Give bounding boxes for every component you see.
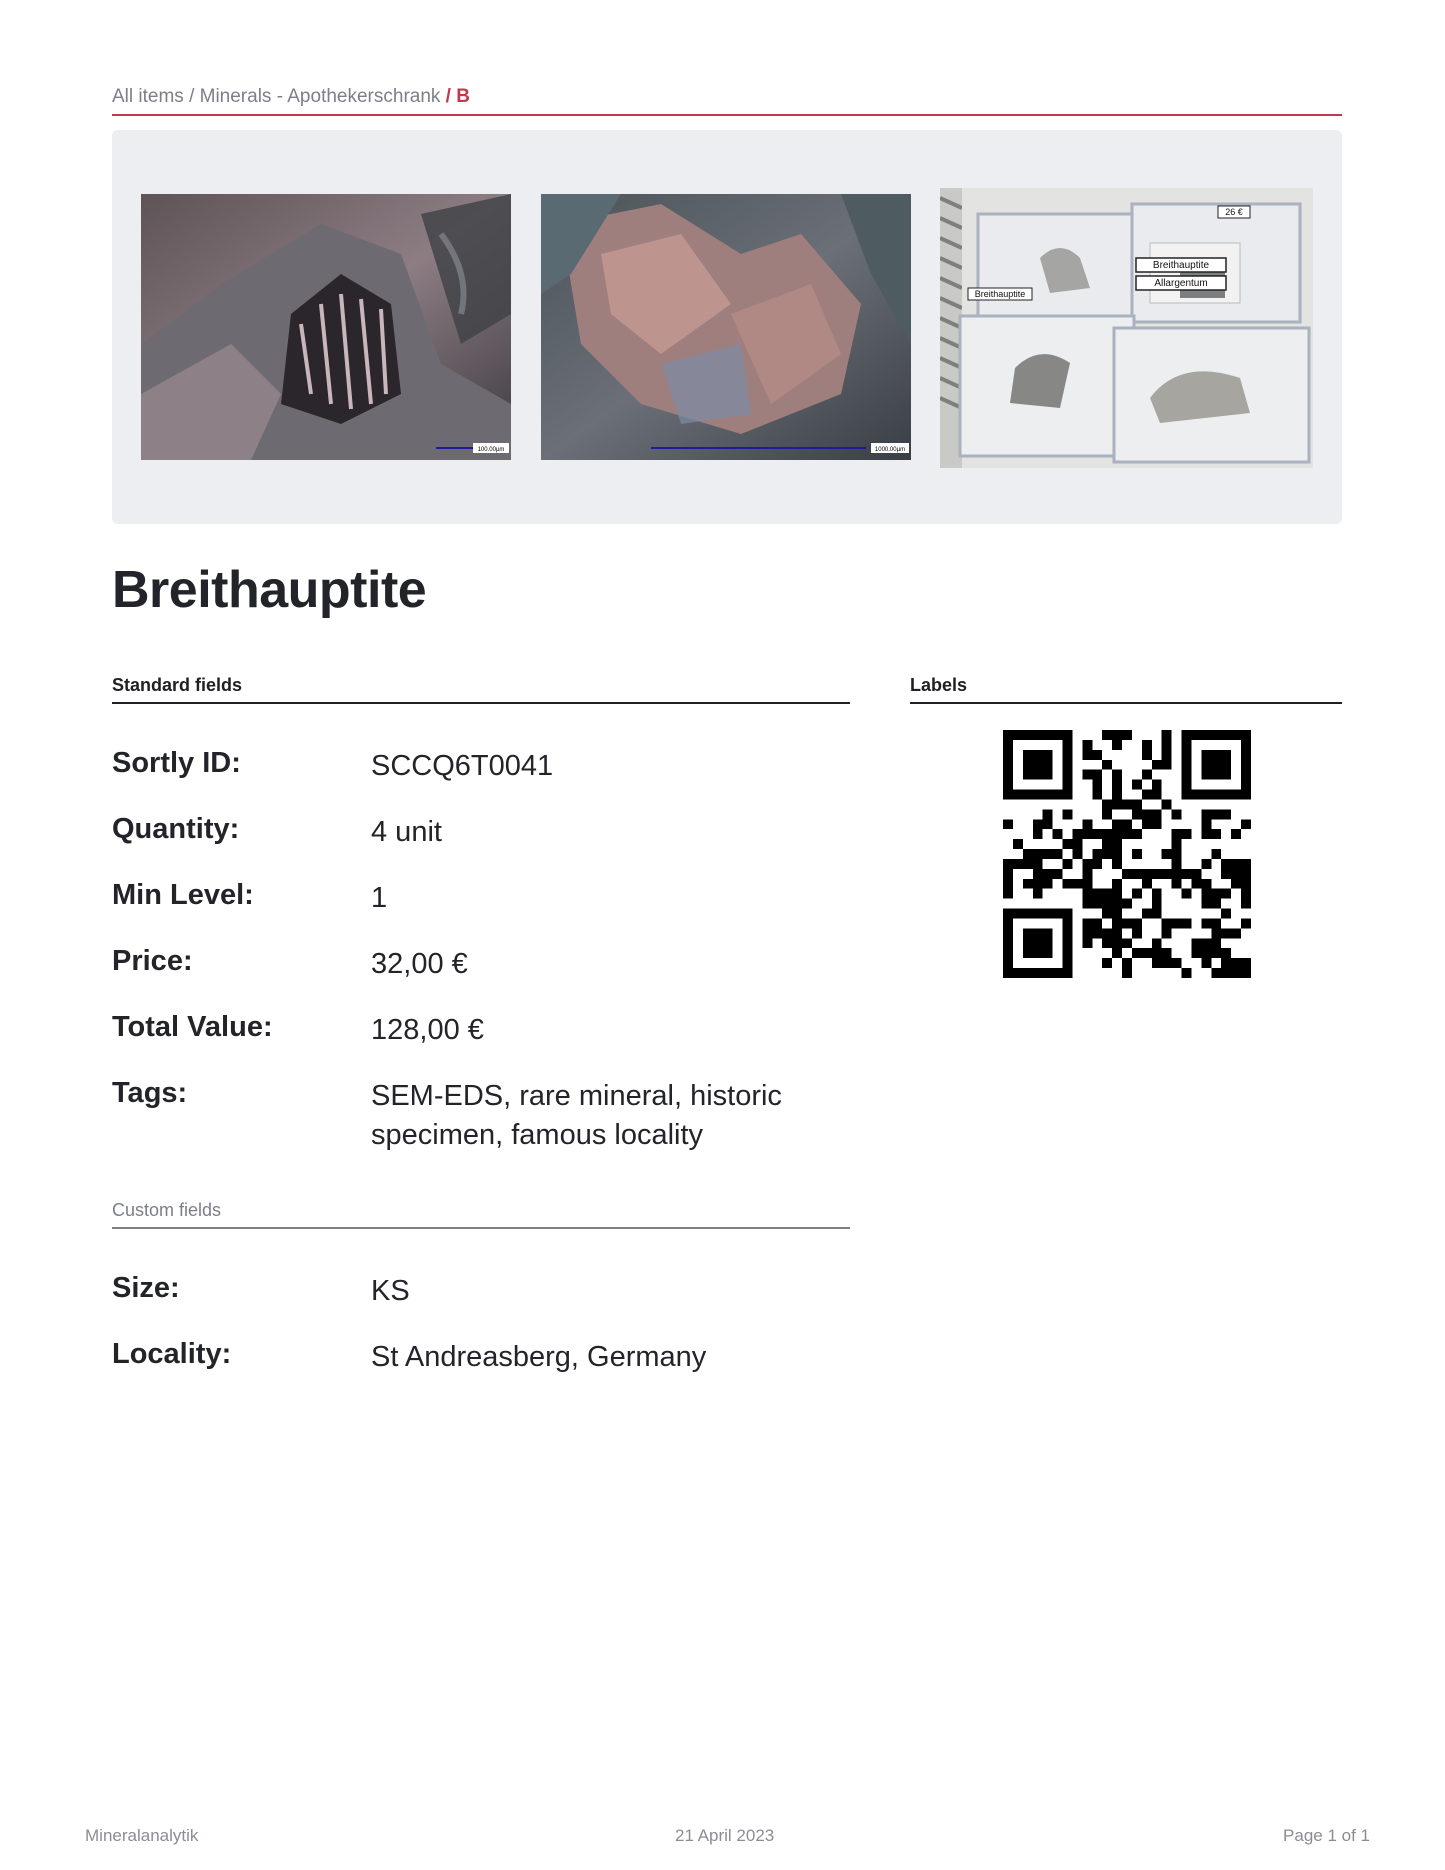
scale-label: 1000.00µm (874, 447, 906, 453)
photo-thumbnail-1[interactable] (141, 194, 511, 460)
field-label: Total Value: (112, 1011, 273, 1043)
field-label: Quantity: (112, 813, 240, 845)
field-value: St Andreasberg, Germany (371, 1341, 707, 1373)
field-label: Tags: (112, 1077, 188, 1109)
footer-date: 21 April 2023 (675, 1826, 775, 1845)
field-value: 4 unit (371, 816, 442, 848)
field-value: KS (371, 1275, 410, 1307)
breadcrumb-separator: / (440, 86, 457, 107)
item-title: Breithauptite (112, 561, 427, 619)
field-label: Sortly ID: (112, 747, 241, 779)
qr-code-icon (1003, 730, 1251, 978)
field-value: SCCQ6T0041 (371, 750, 554, 782)
field-label: Locality: (112, 1338, 232, 1370)
field-value: 1 (371, 882, 388, 914)
photo-thumbnail-3[interactable] (940, 188, 1313, 468)
custom-fields-heading: Custom fields (112, 1200, 850, 1229)
field-value: 128,00 € (371, 1014, 484, 1046)
field-value: SEM-EDS, rare mineral, historic specimen, famous locality (371, 1080, 782, 1151)
scale-label: 100.00µm (477, 447, 505, 453)
labels-heading: Labels (910, 675, 1342, 704)
footer-company: Mineralanalytik (85, 1826, 199, 1845)
photo-tag-label: 26 € (1225, 207, 1243, 217)
photo-thumbnail-2[interactable] (541, 194, 911, 460)
photo-tag-label: Allargentum (1154, 278, 1208, 289)
photo-gallery (112, 130, 1342, 524)
field-value: 32,00 € (371, 948, 468, 980)
breadcrumb (112, 86, 1342, 116)
field-label: Size: (112, 1272, 180, 1304)
breadcrumb-current: B (456, 86, 470, 107)
photo-tag-label: Breithauptite (1152, 260, 1210, 271)
standard-fields-heading: Standard fields (112, 675, 850, 704)
photo-tag-label: Breithauptite (974, 289, 1026, 299)
breadcrumb-path[interactable]: All items / Minerals - Apothekerschrank (112, 86, 441, 107)
footer-page: Page 1 of 1 (1283, 1826, 1370, 1845)
field-label: Price: (112, 945, 193, 977)
field-label: Min Level: (112, 879, 254, 911)
